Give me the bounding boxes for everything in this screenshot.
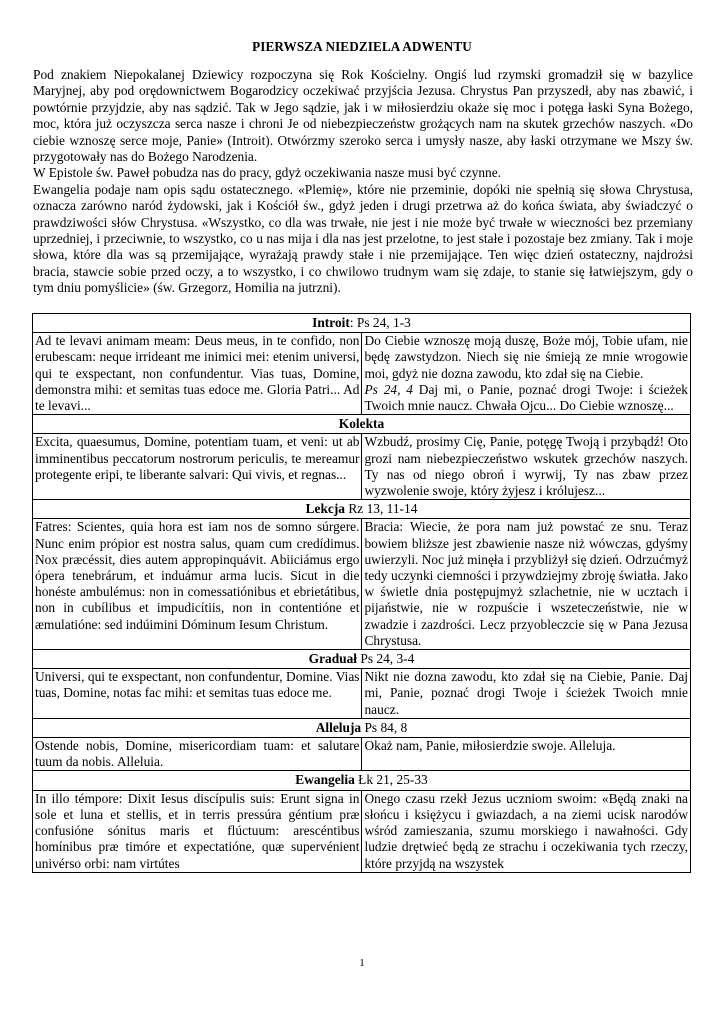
section-body-row — [33, 669, 691, 719]
section-header-lekcja — [33, 500, 691, 519]
section-header-kolekta — [33, 415, 691, 434]
section-name: Ewangelia — [295, 772, 355, 788]
latin-text-ewangelia: In illo témpore: Dixit Iesus discípulis suis: Erunt signa in sole et luna et stellis, et in terris pressúra géntium præ confusióne sónitus maris et flúctuum: arescéntibus homínibus præ timóre et expectatióne, quæ supervénient univérso orbi: nam virtútes — [33, 790, 362, 872]
polish-text-alleluja: Okaż nam, Panie, miłosierdzie swoje. Alleluja. — [362, 738, 691, 771]
polish-reference: Ps 24, 4 — [364, 381, 413, 397]
polish-text-introit — [362, 333, 691, 415]
section-body-row — [33, 333, 691, 415]
intro-paragraph: W Epistole św. Paweł pobudza nas do pracy, gdyż oczekiwania nasze musi być czynne. — [33, 165, 502, 181]
section-reference: Ps 24, 3-4 — [360, 651, 415, 667]
section-header-row — [33, 314, 691, 333]
polish-text: Do Ciebie wznoszę moją duszę, Boże mój, Tobie ufam, nie będę zawstydzon. Niech się nie śmieją ze mnie wrogowie moi, gdyż nie dozna zawodu, kto zdał się na Ciebie. — [364, 333, 688, 381]
propers-table — [32, 313, 691, 873]
section-reference: Rz 13, 11-14 — [348, 501, 418, 517]
section-reference: Ps 24, 1-3 — [356, 315, 411, 330]
section-header-row — [33, 415, 691, 434]
intro-paragraph: Ewangelia podaje nam opis sądu ostatecznego. «Plemię», które nie przeminie, dopóki nie spełnią się słowa Chrystusa, oznacza zarówno naród żydowski, jak i Kościół św., gdyż jeden i drugi przetrwa aż do końca świata, aby świadczyć o prawdziwości słów Chrystusa. «Wszystko, co dla was trwałe, nie jest i nie może być trwałe w wieczności bez przemiany uprzedniej, i przeciwnie, to wszystko, co u nas mija i dla nas jest przelotne, to jest stałe i pozostaje bez zmiany. Tak i moje słowa, które dla was są przemijające, wyrażają prawdy stałe i nie przemijające. Ten więc dzień ostateczny, najdrożsi bracia, stawcie sobie przed oczy, a to wszystko, i co chwilowo trudnym wam się zdaje, to stanie się łatwiejszym, gdy o tym dniu pomyślicie» (św. Grzegorz, Homilia na jutrzni). — [33, 181, 693, 296]
section-body-row — [33, 434, 691, 500]
section-header-row — [33, 650, 691, 669]
section-header-introit — [33, 314, 691, 333]
section-reference: Łk 21, 25-33 — [358, 772, 428, 788]
section-name: Introit — [312, 315, 350, 330]
page-number: 1 — [359, 957, 365, 969]
section-header-row — [33, 500, 691, 519]
page-title: PIERWSZA NIEDZIELA ADWENTU — [252, 39, 472, 54]
section-header-alleluja — [33, 718, 691, 737]
section-header-ewangelia — [33, 771, 691, 790]
section-header-row — [33, 771, 691, 790]
polish-text-lekcja: Bracia: Wiecie, że pora nam już powstać ze snu. Teraz bowiem bliższe jest zbawienie nasze niż wówczas, gdyśmy uwierzyli. Noc już minęła i przybliżył się dzień. Odrzućmyż tedy uczynki ciemności i przywdziejmy zbroję światła. Jako w świetle dnia postępujmyż szlachetnie, nie w ucztach i pijaństwie, nie w rozpuście i wszeteczeństwie, nie w zwadzie i zazdrości. Lecz przyobleczcie się w Pana Jezusa Chrystusa. — [362, 519, 691, 650]
section-body-row — [33, 738, 691, 771]
latin-text-lekcja: Fatres: Scientes, quia hora est iam nos de somno súrgere. Nunc enim própior est nostra salus, quam cum credídimus. Nox præcéssit, dies autem appropinquávit. Abiiciámus ergo ópera tenebrárum, et induámur arma lucis. Sicut in die honéste ambulémus: non in comessatiónibus et ebrietátibus, non in cubílibus et impudicítiis, non in contentióne et æmulatióne: sed indúimini Dóminum Iesum Christum. — [33, 519, 362, 650]
latin-text-alleluja: Ostende nobis, Domine, misericordiam tuam: et salutare tuum da nobis. Alleluia. — [33, 738, 362, 771]
section-name: Graduał — [308, 651, 358, 667]
section-separator: : — [349, 315, 357, 330]
polish-text-continued: Daj mi, o Panie, poznać drogi Twoje: i ścieżek Twoich mnie naucz. Chwała Ojcu... Do Ciebie wznoszę... — [364, 381, 688, 414]
polish-text-gradual: Nikt nie dozna zawodu, kto zdał się na Ciebie, Panie. Daj mi, Panie, poznać drogi Twoje i ścieżek Twoich mnie naucz. — [362, 669, 691, 719]
latin-text-kolekta: Excita, quaesumus, Domine, potentiam tuam, et veni: ut ab imminentibus peccatorum nostrorum periculis, te mereamur protegente eripi, te liberante salvari: Qui vivis, et regnas... — [33, 434, 362, 500]
intro-text — [33, 67, 693, 297]
polish-text-kolekta: Wzbudź, prosimy Cię, Panie, potęgę Twoją i przybądź! Oto grozi nam niebezpieczeństwo wskutek grzechów naszych. Ty nas od niego obroń i wyrwij, Ty nas zbaw przez wyzwolenie swoje, który żyjesz i królujesz... — [362, 434, 691, 500]
intro-paragraph: Pod znakiem Niepokalanej Dziewicy rozpoczyna się Rok Kościelny. Ongiś lud rzymski gromadził się w bazylice Maryjnej, aby pod orędownictwem Bogarodzicy oczekiwać przyjścia Jezusa. Chrystus Pan przyszedł, aby nas zbawić, i powtórnie przyjdzie, aby nas sądzić. Tak w Jego sądzie, jak i w miłosierdziu okaże się moc i potęga łaski Syna Bożego, moc, która już oczyszcza serca nasze i chroni Je od niebezpieczeństw grożących nam na skutek grzechów naszych. «Do ciebie wznoszę serce moje, Panie» (Introit). Otwórzmy szeroko serca i umysły nasze, aby łaski otrzymane we Mszy św. przygotowały nas do Bożego Narodzenia. — [33, 67, 693, 165]
section-header-gradual — [33, 650, 691, 669]
section-name: Kolekta — [338, 416, 385, 432]
section-reference: Ps 84, 8 — [364, 719, 408, 735]
latin-text-introit: Ad te levavi animam meam: Deus meus, in te confido, non erubescam: neque irrideant me inimici mei: etenim universi, qui te exspectant, non confundentur. Vias tuas, Domine, demonstra mihi: et semitas tuas edoce me. Gloria Patri... Ad te levavi... — [33, 333, 362, 415]
latin-text-gradual: Universi, qui te exspectant, non confundentur, Domine. Vias tuas, Domine, notas fac mihi: et semitas tuas edoce me. — [33, 669, 362, 719]
section-header-row — [33, 718, 691, 737]
section-body-row — [33, 519, 691, 650]
section-name: Alleluja — [315, 719, 362, 735]
polish-text-ewangelia: Onego czasu rzekł Jezus uczniom swoim: «Będą znaki na słońcu i księżycu i gwiazdach, a na ziemi ucisk narodów wśród zamieszania, szumu morskiego i nawałności. Gdy ludzie drętwieć będą ze strachu i oczekiwania tych rzeczy, które przyjdą na wszystek — [362, 790, 691, 872]
section-body-row — [33, 790, 691, 872]
section-name: Lekcja — [305, 501, 345, 517]
